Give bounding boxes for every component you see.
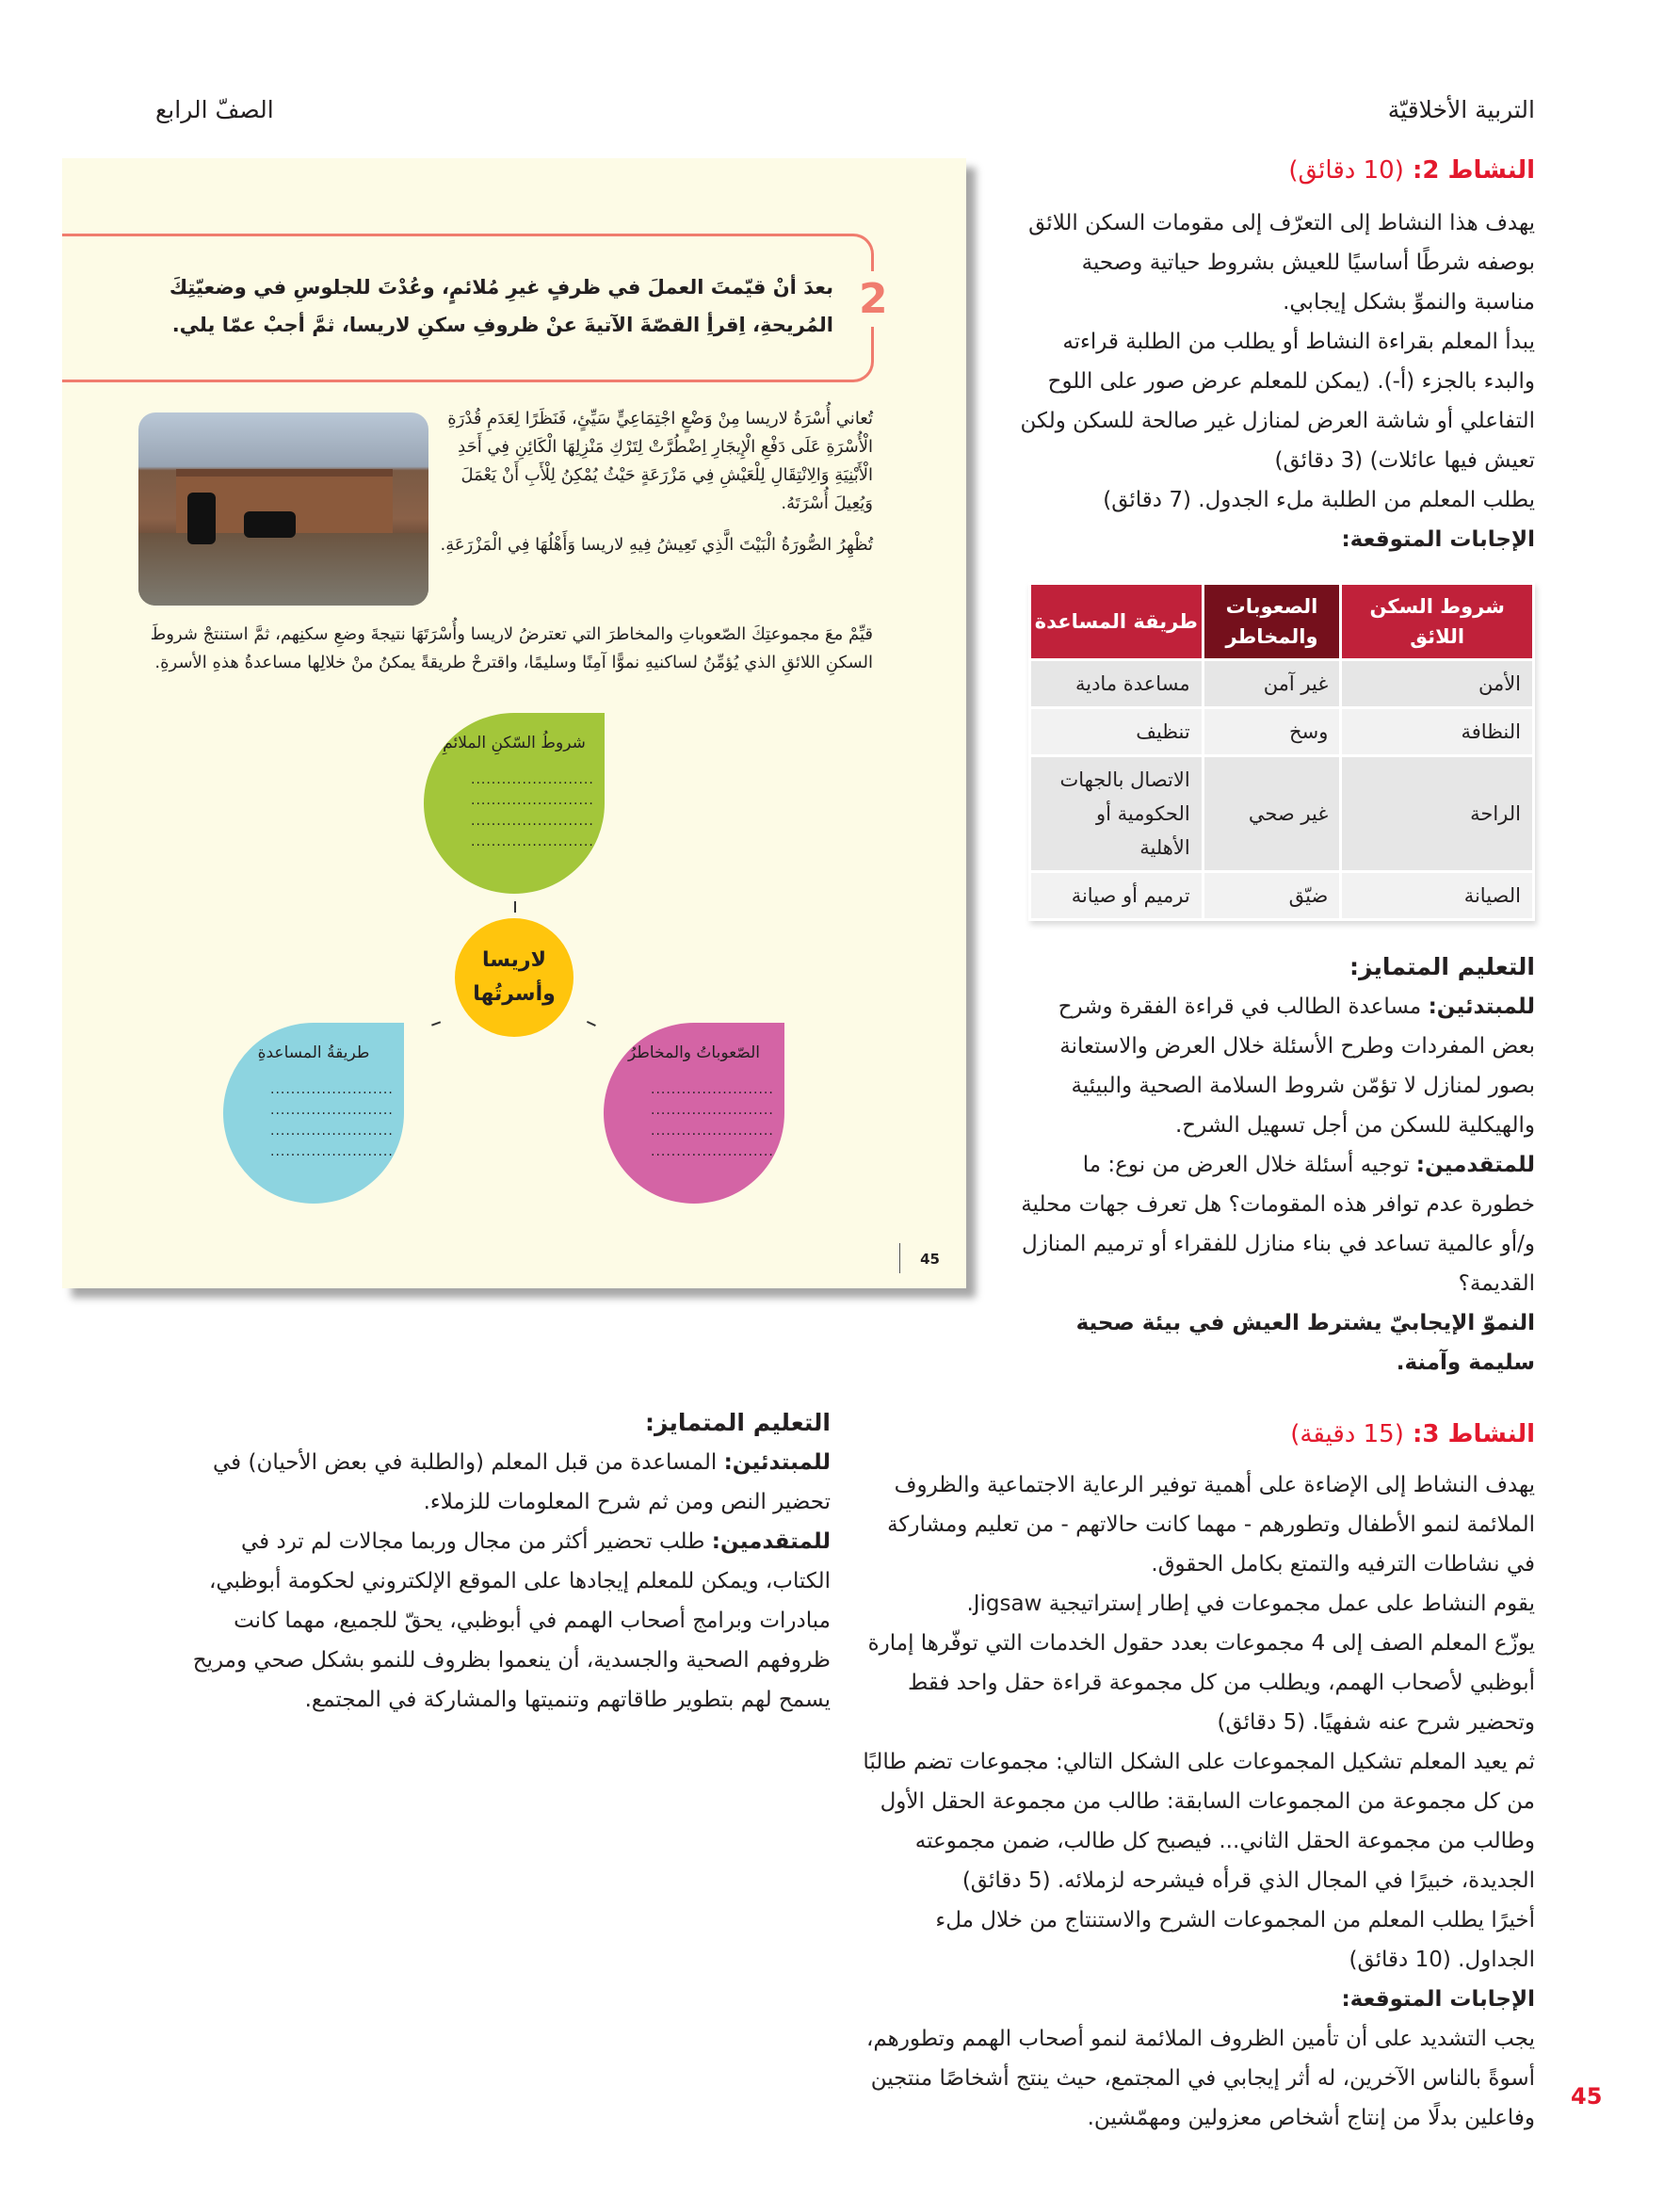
expected-answers-table — [1028, 582, 1535, 921]
table-cell: الاتصال بالجهات الحكومية أو الأهلية — [1031, 757, 1202, 870]
activity2-paragraph: يهدف هذا النشاط إلى التعرّف إلى مقومات السكن اللائق بوصفه شرطًا أساسيًا للعيش بشروط حياتية وصحية مناسبة والنموِّ بشكل إيجابي. — [1028, 211, 1535, 315]
group-instruction: قيِّمْ معَ مجموعتِكَ الصّعوباتِ والمخاطرَ التي تعترضُ لاريسا وأُسْرَتَهَا نتيجةَ وضعِ سكنِهم، ثمَّ استنتجْ شروطَ السكنِ اللائقِ الذي يُؤمِّنُ لساكنيهِ نموًّا آمِنًا وسليمًا، واقترحْ طريقةً يمكنُ منْ خلالِها مساعدةُ هذهِ الأسرةِ. — [150, 624, 873, 672]
ground-shape — [138, 533, 428, 606]
expected-answers-heading: الإجابات المتوقعة: — [1341, 527, 1535, 552]
expected-answers-heading: الإجابات المتوقعة: — [1341, 1987, 1535, 2012]
task-frame — [62, 234, 874, 382]
subject-title: التربية الأخلاقيّة — [1387, 96, 1535, 123]
table-row — [1031, 709, 1532, 754]
beginners-label: للمبتدئين: — [1428, 994, 1535, 1019]
beginners-label: للمبتدئين: — [723, 1450, 831, 1475]
diagram-node-help — [223, 1023, 404, 1204]
table-row — [1031, 873, 1532, 918]
table-header: شروط السكن اللائق — [1342, 585, 1532, 658]
differentiated-learning-3 — [188, 1403, 831, 1720]
connector-line — [514, 901, 516, 913]
activity3-paragraph: يوزّع المعلم الصف إلى 4 مجموعات بعدد حقول الخدمات التي توفّرها إمارة أبوظبي لأصحاب الهمم، ويطلب من كل مجموعة قراءة حقل واحد فقط وتحضير شرح عنه شفهيًا. (5 دقائق) — [867, 1631, 1535, 1735]
grade-title: الصفّ الرابع — [155, 96, 274, 123]
cow-shape — [187, 493, 216, 544]
diff-heading: التعليم المتمايز: — [645, 1409, 831, 1436]
story-row — [138, 405, 873, 607]
table-cell: الراحة — [1342, 757, 1532, 870]
book-page-number: 45 — [920, 1251, 940, 1268]
table-cell: مساعدة مادية — [1031, 661, 1202, 706]
student-book-page — [62, 158, 966, 1288]
table-header: الصعوبات والمخاطر — [1204, 585, 1340, 658]
activity2-section — [1017, 156, 1535, 559]
table-header: طريقة المساعدة — [1031, 585, 1202, 658]
page-number: 45 — [1571, 2083, 1603, 2110]
activity3-paragraph: ثم يعيد المعلم تشكيل المجموعات على الشكل التالي: مجموعات تضم طالبًا من كل مجموعة من المجموعات السابقة: طالب من مجموعة الحقل الأول وطالب من مجموعة الحقل الثاني... فيصبح كل طالب، ضمن مجموعته الجديدة، خبيرًا في المجال الذي قرأه فيشرحه لزملائه. (5 دقائق) — [863, 1750, 1535, 1893]
activity3-heading — [862, 1420, 1535, 1448]
advanced-text: توجيه أسئلة خلال العرض من نوع: ما خطورة عدم توافر هذه المقومات؟ هل تعرف جهات محلية و/أو عالمية تساعد في بناء منازل للفقراء أو ترميم المنازل القديمة؟ — [1021, 1153, 1535, 1296]
table-cell: الأمن — [1342, 661, 1532, 706]
activity3-paragraph: يقوم النشاط على عمل مجموعات في إطار إستراتيجية Jigsaw. — [966, 1592, 1535, 1616]
activity3-paragraph: يهدف النشاط إلى الإضاءة على أهمية توفير الرعاية الاجتماعية والظروف الملائمة لنمو الأطفال وتطورهم - مهما كانت حالاتهم - من تعليم ومشاركة في نشاطات الترفيه والتمتع بكامل الحقوق. — [887, 1473, 1535, 1576]
diagram-node-risks — [604, 1023, 784, 1204]
activity2-heading — [1017, 156, 1535, 185]
connector-line — [587, 1021, 596, 1027]
diff-heading: التعليم المتمايز: — [1349, 953, 1535, 980]
table-cell: ترميم أو صيانة — [1031, 873, 1202, 918]
beginners-text: المساعدة من قبل المعلم (والطلبة في بعض الأحيان) في تحضير النص ومن ثم شرح المعلومات للزملاء. — [213, 1450, 831, 1514]
mind-map-diagram — [138, 687, 873, 1209]
node-label: طريقةُ المساعدةِ — [257, 1043, 370, 1062]
activity3-title: النشاط 3: — [1412, 1420, 1535, 1448]
advanced-text: طلب تحضير أكثر من مجال وربما مجالات لم ترد في الكتاب، ويمكن للمعلم إيجادها على الموقع الإلكتروني لحكومة أبوظبي، مبادرات وبرامج أصحاب الهمم في أبوظبي، يحقّ للجميع، مهما كانت ظروفهم الصحية والجسدية، أن ينعموا بظروف للنمو بشكل صحي ومريح يسمح لهم بتطوير طاقاتهم وتنميتها والمشاركة في المجتمع. — [192, 1529, 831, 1712]
book-content — [138, 405, 873, 1209]
conclusion-text: النموّ الإيجابيّ يشترط العيش في بيئة صحية سليمة وآمنة. — [1075, 1311, 1535, 1375]
beginners-text: مساعدة الطالب في قراءة الفقرة وشرح بعض المفردات وطرح الأسئلة خلال العرض والاستعانة بصور لمنازل لا تؤمّن شروط السلامة الصحية والبيئية والهيكلية للسكن من أجل تسهيل الشرح. — [1058, 994, 1535, 1138]
node-label: الصّعوباتُ والمخاطرُ — [628, 1043, 760, 1062]
table-cell: النظافة — [1342, 709, 1532, 754]
differentiated-learning-2 — [1017, 947, 1535, 1382]
farm-house-photo — [138, 412, 428, 606]
expected-answers-text: يجب التشديد على أن تأمين الظروف الملائمة لنمو أصحاب الهمم وتطورهم، أسوةً بالناس الآخرين، له أثر إيجابي في المجتمع، حيث ينتج أشخاصًا منتجين وفاعلين بدلًا من إنتاج أشخاص معزولين ومهمّشين. — [865, 2027, 1535, 2130]
table-cell: ضيّق — [1204, 873, 1340, 918]
connector-line — [431, 1021, 441, 1026]
diagram-center: لاريسا وأسرتُها — [455, 918, 573, 1037]
task-text: بعدَ أنْ قيّمتَ العملَ في ظرفٍ غيرِ مُلائمٍ، وعُدْتَ للجلوسِ في وضعيّتِكَ المُريحةِ، اِقرأِ القصّةَ الآتيةَ عنْ ظروفِ سكنِ لاريسا، ثمَّ أجبْ عمّا يلي. — [169, 276, 833, 336]
story-text: تُعاني أُسْرَةُ لاريسا مِنْ وَضْعٍ اجْتِمَاعِيٍّ سَيِّئٍ، فَنَظَرًا لِعَدَمِ قُدْرَةِ الْأُسْرَةِ عَلَى دَفْعِ الْإِيجَارِ اِضْطُرَّتْ لِتَرْكِ مَنْزِلِهَا الْكَائِنِ فِي أَحَدِ الْأَبْنِيَةِ وَالِانْتِقَالِ لِلْعَيْشِ فِي مَزْرَعَةٍ حَيْثُ يُمْكِنُ لِلْأَبِ أَنْ يَعْمَلَ وَيُعِيلَ أُسْرَتَهُ. — [447, 409, 873, 513]
activity3-section — [862, 1420, 1535, 2138]
advanced-label: للمتقدمين: — [711, 1529, 831, 1554]
table-cell: تنظيف — [1031, 709, 1202, 754]
table-row — [1031, 661, 1532, 706]
table-cell: وسخ — [1204, 709, 1340, 754]
activity2-duration: (10 دقائق) — [1288, 156, 1404, 185]
page-divider — [899, 1243, 900, 1273]
table-cell: غير آمن — [1204, 661, 1340, 706]
activity2-paragraph: يطلب المعلم من الطلبة ملء الجدول. (7 دقائق) — [1103, 488, 1535, 512]
activity3-paragraph: أخيرًا يطلب المعلم من المجموعات الشرح والاستنتاج من خلال ملء الجداول. (10 دقائق) — [935, 1908, 1535, 1972]
table-row — [1031, 757, 1532, 870]
answer-blanks: ........................ ........................ ........................ ........................ — [471, 772, 594, 849]
answer-blanks: ........................ ........................ ........................ ........................ — [270, 1082, 394, 1159]
story-column — [440, 405, 873, 607]
answer-blanks: ........................ ........................ ........................ ........................ — [651, 1082, 774, 1159]
task-number: 2 — [859, 271, 888, 327]
advanced-label: للمتقدمين: — [1415, 1153, 1535, 1177]
node-label: شروطُ السّكنِ الملائمِ — [443, 734, 586, 752]
cow-shape — [244, 511, 296, 538]
photo-caption: تُظْهِرُ الصُّورَةُ الْبَيْتَ الَّذِي تَعِيشُ فِيهِ لاريسا وَأَهْلُهَا فِي الْمَزْرَعَةِ. — [440, 535, 873, 555]
diagram-node-conditions — [424, 713, 605, 894]
activity2-paragraph: يبدأ المعلم بقراءة النشاط أو يطلب من الطلبة قراءته والبدء بالجزء (أ-). (يمكن للمعلم عرض صور على اللوح التفاعلي أو شاشة العرض لمنازل غير صالحة للسكن ولكن تعيش فيها عائلات) (3 دقائق) — [1020, 330, 1535, 473]
activity3-duration: (15 دقيقة) — [1290, 1420, 1404, 1448]
table-cell: غير صحي — [1204, 757, 1340, 870]
activity2-title: النشاط 2: — [1412, 156, 1535, 185]
table-cell: الصيانة — [1342, 873, 1532, 918]
